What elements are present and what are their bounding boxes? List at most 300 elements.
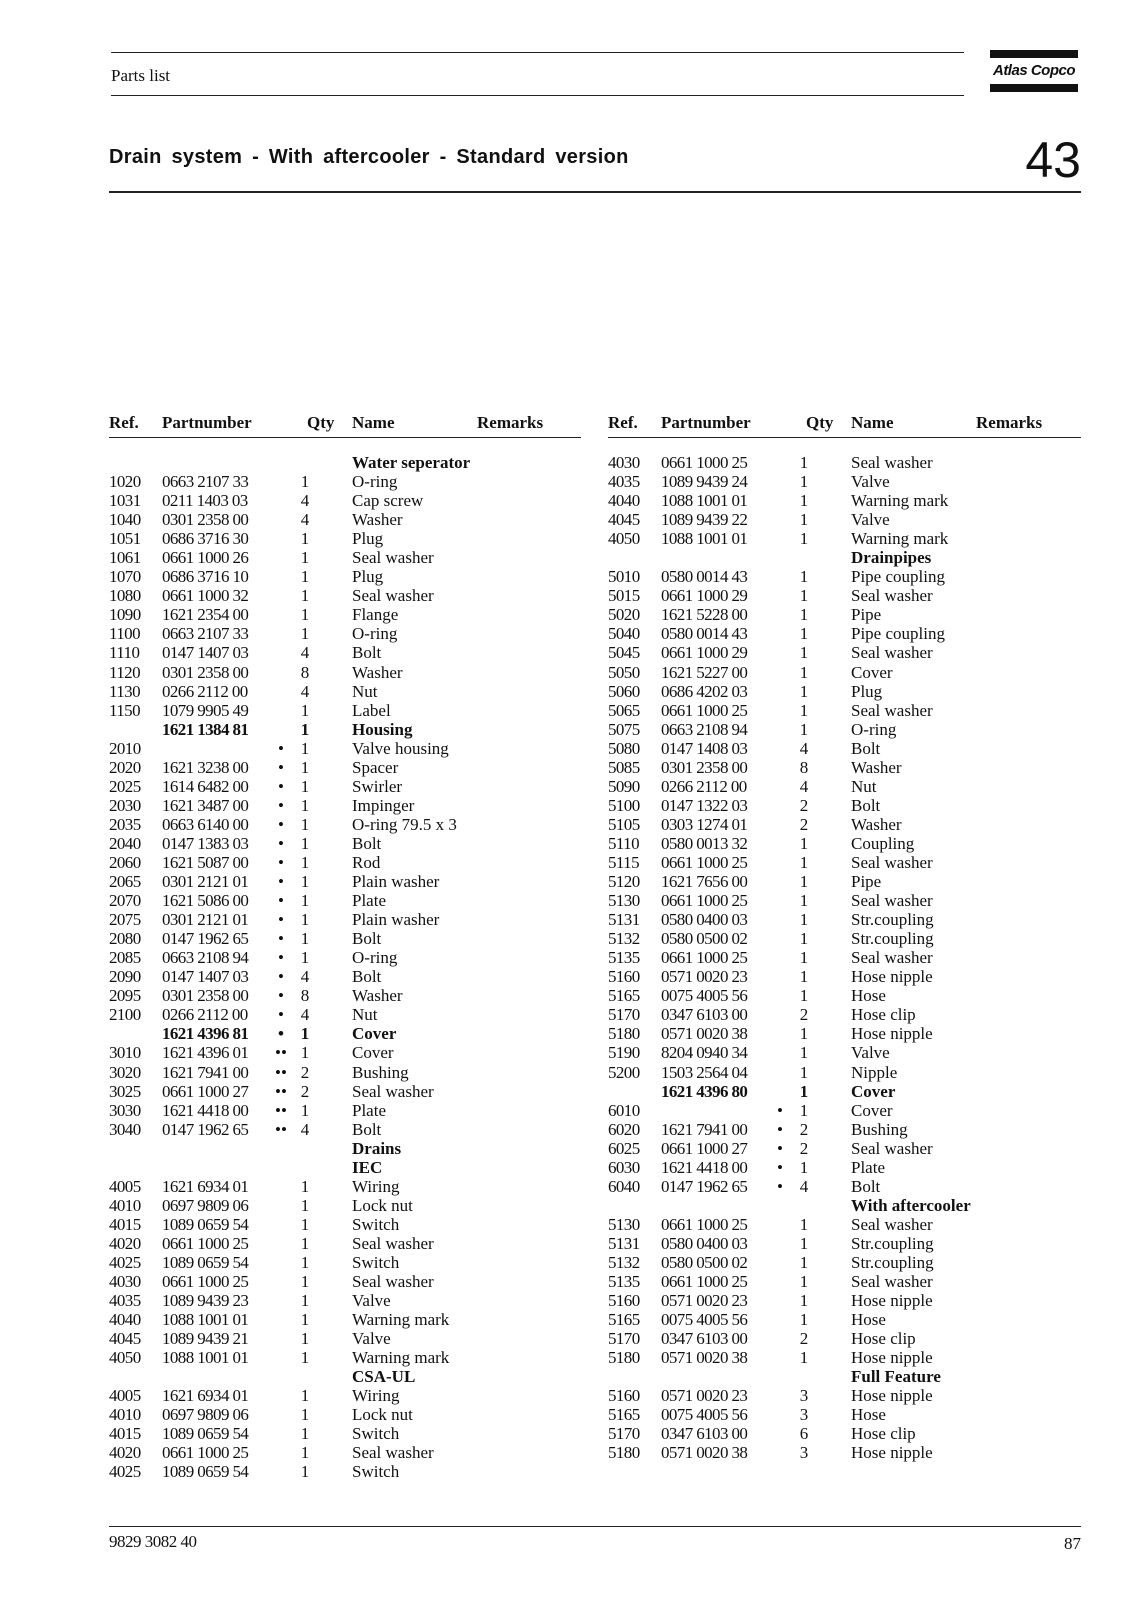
cell-ref: 4010 (109, 1195, 141, 1215)
cell-name: Wiring (352, 1176, 400, 1196)
cell-qty: 1 (300, 757, 310, 777)
cell-qty: 4 (300, 1005, 310, 1025)
table-row (608, 1043, 1081, 1062)
cell-qty: 1 (300, 1176, 310, 1196)
table-row (608, 1329, 1081, 1348)
cell-ref: 5090 (608, 776, 640, 796)
cell-variant-dots: • (278, 967, 284, 987)
table-row (608, 1139, 1081, 1158)
cell-part-number: 1621 7941 00 (661, 1119, 748, 1139)
cell-ref: 5010 (608, 567, 640, 587)
cell-variant-dots: •• (275, 1119, 287, 1139)
cell-qty: 1 (799, 967, 809, 987)
table-row (608, 834, 1081, 853)
table-row (608, 1291, 1081, 1310)
cell-qty: 1 (300, 1252, 310, 1272)
table-row (109, 605, 581, 624)
table-row (608, 872, 1081, 891)
table-row (608, 1196, 1081, 1215)
cell-qty: 1 (300, 1233, 310, 1253)
cell-variant-dots: • (278, 833, 284, 853)
cell-qty: 1 (799, 1157, 809, 1177)
cell-part-number: 0147 1407 03 (162, 967, 249, 987)
cell-ref: 4025 (109, 1462, 141, 1482)
cell-name: Cover (851, 1081, 896, 1101)
cell-qty: 1 (300, 1043, 310, 1063)
table-row (608, 1310, 1081, 1329)
cell-name: Water seperator (352, 453, 471, 472)
cell-part-number: 0580 0500 02 (661, 1252, 748, 1272)
cell-ref: 4010 (109, 1405, 141, 1425)
cell-ref: 2040 (109, 833, 141, 853)
cell-part-number: 0147 1962 65 (162, 1119, 249, 1139)
cell-ref: 5190 (608, 1043, 640, 1063)
cell-name: Seal washer (851, 891, 933, 911)
cell-name: Drains (352, 1138, 402, 1158)
cell-qty: 1 (799, 643, 809, 663)
cell-qty: 1 (799, 529, 809, 549)
cell-qty: 8 (300, 986, 310, 1006)
cell-part-number: 0301 2121 01 (162, 872, 249, 892)
cell-part-number: 0661 1000 32 (162, 586, 249, 606)
cell-part-number: 0301 2358 00 (162, 662, 249, 682)
cell-part-number: 0661 1000 25 (162, 1272, 249, 1292)
table-row (109, 1196, 581, 1215)
cell-name: Plate (352, 1100, 386, 1120)
cell-qty: 4 (799, 776, 809, 796)
cell-qty: 1 (300, 1443, 310, 1463)
table-row (109, 663, 581, 682)
brand-logo (990, 50, 1078, 94)
cell-ref: 6025 (608, 1138, 640, 1158)
cell-part-number: 0580 0013 32 (661, 833, 748, 853)
cell-part-number: 1503 2564 04 (661, 1062, 748, 1082)
cell-qty: 1 (300, 833, 310, 853)
cell-ref: 4030 (608, 453, 640, 472)
cell-name: Plug (352, 529, 384, 549)
cell-name: Flange (352, 605, 399, 625)
cell-name: Warning mark (851, 529, 949, 549)
cell-qty: 1 (799, 891, 809, 911)
cell-name: Hose (851, 1405, 886, 1425)
table-row (109, 1215, 581, 1234)
table-row (608, 510, 1081, 529)
cell-qty: 8 (300, 662, 310, 682)
cell-name: Switch (352, 1462, 400, 1482)
cell-ref: 5132 (608, 929, 640, 949)
cell-part-number: 0663 2108 94 (162, 948, 249, 968)
cell-part-number: 0661 1000 25 (162, 1233, 249, 1253)
cell-variant-dots: •• (275, 1100, 287, 1120)
table-row (608, 929, 1081, 948)
cell-name: Seal washer (851, 700, 933, 720)
cell-ref: 1080 (109, 586, 141, 606)
header-part-number: Partnumber (162, 413, 252, 432)
header-part-number: Partnumber (661, 413, 751, 432)
cell-part-number: 0301 2358 00 (162, 510, 249, 530)
header-remarks: Remarks (477, 413, 544, 432)
page-number: 87 (1064, 1534, 1081, 1553)
cell-name: Hose clip (851, 1424, 916, 1444)
cell-qty: 1 (799, 1043, 809, 1063)
cell-name: Seal washer (352, 586, 434, 606)
cell-part-number: 0571 0020 38 (661, 1348, 748, 1368)
cell-qty: 1 (799, 910, 809, 930)
cell-variant-dots: •• (275, 1043, 287, 1063)
cell-ref: 5100 (608, 795, 640, 815)
cell-qty: 1 (300, 529, 310, 549)
cell-part-number: 0075 4005 56 (661, 986, 748, 1006)
table-row (109, 1310, 581, 1329)
cell-part-number: 0147 1322 03 (661, 795, 748, 815)
cell-part-number: 1621 3487 00 (162, 795, 249, 815)
cell-qty: 1 (300, 586, 310, 606)
cell-ref: 1100 (109, 624, 140, 644)
table-row (109, 529, 581, 548)
table-row (608, 796, 1081, 815)
cell-name: Hose nipple (851, 1291, 933, 1311)
table-row (109, 777, 581, 796)
cell-ref: 5132 (608, 1252, 640, 1272)
table-row (608, 586, 1081, 605)
cell-name: Plain washer (352, 910, 440, 930)
cell-qty: 1 (300, 872, 310, 892)
cell-part-number: 0303 1274 01 (661, 814, 748, 834)
cell-ref: 4015 (109, 1424, 141, 1444)
cell-variant-dots: • (777, 1119, 783, 1139)
table-row (109, 834, 581, 853)
cell-part-number: 1088 1001 01 (661, 529, 748, 549)
cell-qty: 1 (799, 1252, 809, 1272)
cell-qty: 1 (799, 948, 809, 968)
cell-ref: 1110 (109, 643, 140, 663)
header-ref: Ref. (109, 413, 139, 432)
cell-qty: 1 (300, 852, 310, 872)
cell-qty: 1 (799, 872, 809, 892)
cell-part-number: 0661 1000 25 (661, 948, 748, 968)
table-row (608, 1386, 1081, 1405)
table-row (109, 986, 581, 1005)
cell-part-number: 0301 2121 01 (162, 910, 249, 930)
cell-variant-dots: •• (275, 1081, 287, 1101)
cell-ref: 3025 (109, 1081, 141, 1101)
cell-name: Plate (851, 1157, 885, 1177)
cell-qty: 4 (799, 738, 809, 758)
cell-name: Lock nut (352, 1195, 413, 1215)
cell-name: Bushing (851, 1119, 908, 1139)
cell-variant-dots: • (278, 814, 284, 834)
cell-name: Impinger (352, 795, 415, 815)
cell-part-number: 0661 1000 25 (661, 891, 748, 911)
cell-part-number: 0686 3716 10 (162, 567, 249, 587)
cell-name: Seal washer (352, 1081, 434, 1101)
cell-name: Washer (851, 814, 902, 834)
table-row (109, 1386, 581, 1405)
cell-qty: 1 (300, 1329, 310, 1349)
cell-qty: 2 (799, 1119, 809, 1139)
cell-ref: 4015 (109, 1214, 141, 1234)
table-row (608, 910, 1081, 929)
cell-ref: 3030 (109, 1100, 141, 1120)
cell-variant-dots: • (278, 929, 284, 949)
cell-part-number: 1621 4396 01 (162, 1043, 249, 1063)
cell-ref: 5105 (608, 814, 640, 834)
cell-name: Valve housing (352, 738, 449, 758)
table-row (608, 643, 1081, 662)
header-bottom-rule (111, 95, 964, 96)
cell-qty: 2 (799, 1329, 809, 1349)
cell-part-number: 0147 1962 65 (661, 1176, 748, 1196)
title-rule (109, 191, 1081, 193)
cell-ref: 5170 (608, 1329, 640, 1349)
cell-name: Pipe coupling (851, 567, 945, 587)
cell-qty: 1 (799, 1272, 809, 1292)
cell-qty: 2 (799, 1138, 809, 1158)
cell-qty: 1 (300, 1272, 310, 1292)
cell-ref: 4045 (608, 510, 640, 530)
cell-ref: 2080 (109, 929, 141, 949)
table-row (109, 1253, 581, 1272)
cell-name: Cover (352, 1024, 397, 1044)
cell-ref: 3020 (109, 1062, 141, 1082)
cell-variant-dots: • (777, 1100, 783, 1120)
cell-part-number: 0147 1407 03 (162, 643, 249, 663)
table-row (109, 967, 581, 986)
cell-name: Seal washer (851, 1214, 933, 1234)
cell-name: Plate (352, 891, 386, 911)
cell-name: Hose clip (851, 1005, 916, 1025)
table-row (608, 663, 1081, 682)
cell-name: Bolt (352, 929, 382, 949)
cell-qty: 1 (300, 472, 310, 492)
cell-variant-dots: • (278, 738, 284, 758)
table-header (608, 413, 1081, 437)
cell-qty: 1 (300, 1462, 310, 1482)
cell-ref: 5165 (608, 1310, 640, 1330)
cell-qty: 2 (799, 1005, 809, 1025)
cell-part-number: 1621 7941 00 (162, 1062, 249, 1082)
cell-qty: 1 (799, 1310, 809, 1330)
cell-part-number: 1621 5227 00 (661, 662, 748, 682)
cell-qty: 1 (300, 1310, 310, 1330)
cell-qty: 3 (799, 1386, 809, 1406)
cell-name: Str.coupling (851, 929, 934, 949)
cell-part-number: 1621 3238 00 (162, 757, 249, 777)
cell-qty: 1 (300, 738, 310, 758)
table-row (608, 967, 1081, 986)
cell-qty: 1 (799, 719, 809, 739)
cell-name: Swirler (352, 776, 403, 796)
cell-ref: 4005 (109, 1386, 141, 1406)
cell-part-number: 0661 1000 29 (661, 643, 748, 663)
table-row (109, 1024, 581, 1043)
cell-name: Nut (851, 776, 877, 796)
table-row (109, 815, 581, 834)
cell-name: Hose nipple (851, 1443, 933, 1463)
table-row (109, 720, 581, 739)
cell-variant-dots: • (278, 1005, 284, 1025)
cell-name: Bolt (352, 1119, 382, 1139)
cell-ref: 1031 (109, 491, 141, 511)
cell-name: With aftercooler (851, 1195, 971, 1215)
cell-ref: 2090 (109, 967, 141, 987)
cell-part-number: 1621 2354 00 (162, 605, 249, 625)
cell-qty: 1 (300, 605, 310, 625)
cell-name: IEC (352, 1157, 383, 1177)
cell-part-number: 1089 9439 22 (661, 510, 748, 530)
cell-ref: 1120 (109, 662, 140, 682)
cell-ref: 1130 (109, 681, 140, 701)
cell-part-number: 0075 4005 56 (661, 1405, 748, 1425)
cell-part-number: 0663 2108 94 (661, 719, 748, 739)
cell-part-number: 0663 2107 33 (162, 472, 249, 492)
table-row (608, 453, 1081, 472)
cell-variant-dots: • (278, 910, 284, 930)
table-row (608, 777, 1081, 796)
cell-ref: 6010 (608, 1100, 640, 1120)
cell-ref: 5180 (608, 1443, 640, 1463)
cell-ref: 5131 (608, 1233, 640, 1253)
table-row (109, 1063, 581, 1082)
cell-part-number: 0266 2112 00 (162, 1005, 248, 1025)
cell-ref: 1051 (109, 529, 141, 549)
cell-ref: 5115 (608, 852, 639, 872)
cell-ref: 4020 (109, 1443, 141, 1463)
cell-name: Bushing (352, 1062, 409, 1082)
cell-ref: 1040 (109, 510, 141, 530)
cell-part-number: 0266 2112 00 (162, 681, 248, 701)
cell-name: Hose nipple (851, 1024, 933, 1044)
table-row (109, 1443, 581, 1462)
cell-qty: 1 (799, 624, 809, 644)
cell-ref: 4035 (109, 1291, 141, 1311)
cell-part-number: 0661 1000 25 (162, 1443, 249, 1463)
table-row (109, 1005, 581, 1024)
table-row (608, 853, 1081, 872)
cell-qty: 1 (799, 1348, 809, 1368)
cell-part-number: 1614 6482 00 (162, 776, 249, 796)
cell-variant-dots: • (278, 986, 284, 1006)
cell-qty: 1 (300, 1100, 310, 1120)
table-row (109, 758, 581, 777)
cell-ref: 2085 (109, 948, 141, 968)
table-row (109, 1424, 581, 1443)
cell-part-number: 1621 5087 00 (162, 852, 249, 872)
cell-name: Str.coupling (851, 1233, 934, 1253)
table-row (109, 453, 581, 472)
cell-name: Seal washer (352, 1272, 434, 1292)
table-row (109, 796, 581, 815)
cell-qty: 1 (799, 586, 809, 606)
table-row (109, 1405, 581, 1424)
cell-variant-dots: • (777, 1157, 783, 1177)
table-row (109, 1367, 581, 1386)
cell-ref: 5170 (608, 1424, 640, 1444)
cell-qty: 4 (300, 643, 310, 663)
cell-qty: 1 (799, 662, 809, 682)
cell-ref: 4020 (109, 1233, 141, 1253)
cell-name: Seal washer (851, 643, 933, 663)
cell-name: Valve (352, 1291, 391, 1311)
cell-ref: 3040 (109, 1119, 141, 1139)
cell-part-number: 1089 0659 54 (162, 1214, 249, 1234)
cell-qty: 1 (799, 929, 809, 949)
table-row (109, 682, 581, 701)
table-rows (608, 453, 1081, 1462)
table-row (608, 1177, 1081, 1196)
cell-part-number: 0661 1000 27 (661, 1138, 748, 1158)
section-label: Parts list (111, 66, 171, 85)
cell-name: Str.coupling (851, 910, 934, 930)
cell-ref: 5135 (608, 948, 640, 968)
cell-part-number: 1089 9439 24 (661, 472, 748, 492)
cell-name: Coupling (851, 833, 915, 853)
cell-qty: 1 (799, 1100, 809, 1120)
cell-qty: 1 (300, 948, 310, 968)
cell-qty: 1 (300, 1024, 310, 1044)
cell-part-number: 0661 1000 29 (661, 586, 748, 606)
cell-qty: 1 (799, 510, 809, 530)
cell-qty: 8 (799, 757, 809, 777)
table-row (608, 1158, 1081, 1177)
cell-part-number: 0301 2358 00 (661, 757, 748, 777)
cell-name: O-ring (352, 472, 398, 492)
cell-variant-dots: • (777, 1138, 783, 1158)
brand-logo-text: Atlas Copco (992, 62, 1075, 79)
table-row (608, 948, 1081, 967)
cell-ref: 5160 (608, 1291, 640, 1311)
cell-name: O-ring (352, 948, 398, 968)
cell-ref: 1070 (109, 567, 141, 587)
table-row (109, 1234, 581, 1253)
cell-ref: 4005 (109, 1176, 141, 1196)
table-header-rule (608, 437, 1081, 438)
cell-ref: 4050 (608, 529, 640, 549)
cell-qty: 4 (799, 1176, 809, 1196)
cell-qty: 1 (799, 1062, 809, 1082)
cell-qty: 6 (799, 1424, 809, 1444)
cell-ref: 5180 (608, 1348, 640, 1368)
cell-qty: 4 (300, 491, 310, 511)
cell-part-number: 8204 0940 34 (661, 1043, 748, 1063)
cell-part-number: 0301 2358 00 (162, 986, 249, 1006)
logo-top-bar (990, 50, 1078, 58)
cell-qty: 1 (300, 814, 310, 834)
cell-ref: 2025 (109, 776, 141, 796)
table-row (608, 1272, 1081, 1291)
cell-name: Seal washer (851, 586, 933, 606)
cell-part-number: 1079 9905 49 (162, 700, 249, 720)
cell-part-number: 0686 4202 03 (661, 681, 748, 701)
table-row (109, 1158, 581, 1177)
cell-ref: 4025 (109, 1252, 141, 1272)
cell-name: Valve (851, 1043, 890, 1063)
cell-ref: 5165 (608, 986, 640, 1006)
cell-part-number: 0347 6103 00 (661, 1424, 748, 1444)
cell-part-number: 1089 9439 21 (162, 1329, 249, 1349)
table-row (109, 929, 581, 948)
table-row (109, 624, 581, 643)
parts-table-right (608, 413, 1081, 1463)
cell-name: Hose nipple (851, 967, 933, 987)
table-row (608, 682, 1081, 701)
cell-part-number: 0663 6140 00 (162, 814, 249, 834)
cell-ref: 1061 (109, 548, 141, 568)
cell-ref: 4035 (608, 472, 640, 492)
cell-name: Plain washer (352, 872, 440, 892)
cell-name: Washer (352, 986, 403, 1006)
table-row (109, 1120, 581, 1139)
